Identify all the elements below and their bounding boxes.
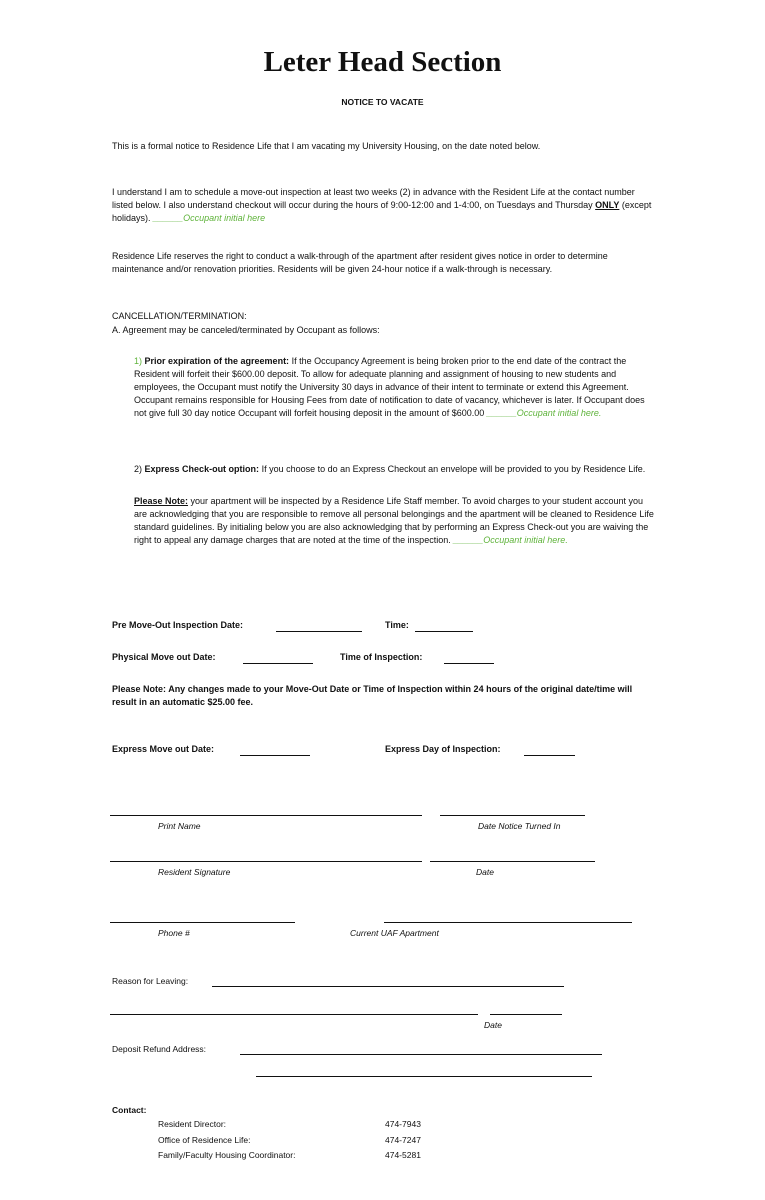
phone-line[interactable] — [110, 922, 295, 923]
physical-move-out-label: Physical Move out Date: — [112, 652, 216, 662]
occupant-initial-3[interactable]: ______Occupant initial here. — [453, 535, 568, 545]
express-note-paragraph — [134, 495, 656, 547]
option-2-paragraph — [134, 463, 656, 476]
express-move-out-label: Express Move out Date: — [112, 744, 215, 754]
refund-address-label: Deposit Refund Address: — [112, 1044, 207, 1054]
p2-text-end: (except holidays). — [112, 200, 652, 223]
date-notice-line[interactable] — [440, 815, 585, 816]
cancellation-heading: CANCELLATION/TERMINATION: — [112, 311, 247, 321]
print-name-caption: Print Name — [158, 821, 201, 831]
print-name-line[interactable] — [110, 815, 422, 816]
time-of-inspection-label: Time of Inspection: — [340, 652, 423, 662]
option-2-text: If you choose to do an Express Checkout an envelope will be provided to you by Residence Life. — [261, 464, 646, 474]
reason-date-line[interactable] — [490, 1014, 562, 1015]
contact-label-2: Office of Residence Life: — [158, 1135, 251, 1145]
time-field[interactable] — [415, 631, 473, 632]
current-apartment-line[interactable] — [384, 922, 632, 923]
option-1-text: If the Occupancy Agreement is being broken prior to the end date of the contract the Resident will forfeit their $600.00 deposit. To allow for adequate planning and assignment of housing to new students and employees, the Occupant must notify the University 30 days in advance of their intent to terminate or extend this Agreement. Occupant remains responsible for Housing Fees from date of notification to date of vacancy, whichever is later. If Occupant does not give full 30 day notice Occupant will forfeit housing deposit in the amount of $600.00 — [134, 356, 645, 418]
letterhead-title: Leter Head Section — [263, 46, 502, 78]
date-notice-caption: Date Notice Turned In — [478, 821, 561, 831]
occupant-initial-2[interactable]: ______Occupant initial here. — [486, 408, 602, 418]
reason-line-2[interactable] — [110, 1014, 478, 1015]
please-note-label: Please Note: — [134, 496, 189, 506]
contact-heading: Contact: — [112, 1105, 147, 1115]
reason-line-1[interactable] — [212, 986, 564, 987]
express-move-out-field[interactable] — [240, 755, 310, 756]
refund-address-line-1[interactable] — [240, 1054, 602, 1055]
express-day-label: Express Day of Inspection: — [385, 744, 501, 754]
time-of-inspection-field[interactable] — [444, 663, 494, 664]
contact-label-3: Family/Faculty Housing Coordinator: — [158, 1150, 296, 1160]
option-1-number: 1) — [134, 356, 143, 366]
option-1-title: Prior expiration of the agreement: — [144, 356, 290, 366]
refund-address-line-2[interactable] — [256, 1076, 592, 1077]
phone-caption: Phone # — [158, 928, 190, 938]
option-2-title: Express Check-out option: — [144, 464, 260, 474]
pre-inspection-date-label: Pre Move-Out Inspection Date: — [112, 620, 244, 630]
date-line[interactable] — [430, 861, 595, 862]
document-subtitle: NOTICE TO VACATE — [341, 97, 424, 107]
p2-text: I understand I am to schedule a move-out inspection at least two weeks (2) in advance with the Resident Life at the contact number listed below. I also understand checkout will occur during the hours of 9:00-12:00 and 1-4:00, on Tuesdays and Thursday — [112, 187, 635, 210]
resident-signature-line[interactable] — [110, 861, 422, 862]
reason-label: Reason for Leaving: — [112, 976, 189, 986]
intro-paragraph-1: This is a formal notice to Residence Life that I am vacating my University Housing, on the date noted below. — [112, 141, 541, 151]
intro-paragraph-3: Residence Life reserves the right to conduct a walk-through of the apartment after resident gives notice in order to determine maintenance and/or renovation priorities. Residents will be given 24-hour notice if a walk-through is necessary. — [112, 251, 608, 274]
contact-phone-3: 474-5281 — [385, 1150, 421, 1160]
only-emphasis: ONLY — [595, 200, 620, 210]
express-note-text: your apartment will be inspected by a Residence Life Staff member. To avoid charges to your student account you are acknowledging that you are responsible to remove all personal belongings and the apartment will be cleaned to Residence Life standard guidelines. By initialing below you are also acknowledging that by performing an Express Check-out you are waiving the right to appeal any damage charges that are noted at the time of the inspection. — [134, 496, 654, 545]
resident-signature-caption: Resident Signature — [158, 867, 231, 877]
option-2-number: 2) — [134, 464, 143, 474]
occupant-initial-1[interactable]: ______Occupant initial here — [153, 213, 266, 223]
cancellation-item-a: A. Agreement may be canceled/terminated by Occupant as follows: — [112, 325, 380, 335]
time-label: Time: — [385, 620, 409, 630]
intro-paragraph-2 — [112, 186, 657, 225]
reason-date-caption: Date — [484, 1020, 502, 1030]
current-apartment-caption: Current UAF Apartment — [350, 928, 439, 938]
express-day-field[interactable] — [524, 755, 575, 756]
fee-note: Please Note: Any changes made to your Move-Out Date or Time of Inspection within 24 hours of the original date/time will result in an automatic $25.00 fee. — [112, 684, 633, 707]
pre-inspection-date-field[interactable] — [276, 631, 362, 632]
physical-move-out-field[interactable] — [243, 663, 313, 664]
contact-phone-1: 474-7943 — [385, 1119, 421, 1129]
date-caption: Date — [476, 867, 494, 877]
contact-phone-2: 474-7247 — [385, 1135, 421, 1145]
contact-label-1: Resident Director: — [158, 1119, 227, 1129]
option-1-paragraph — [134, 355, 656, 420]
